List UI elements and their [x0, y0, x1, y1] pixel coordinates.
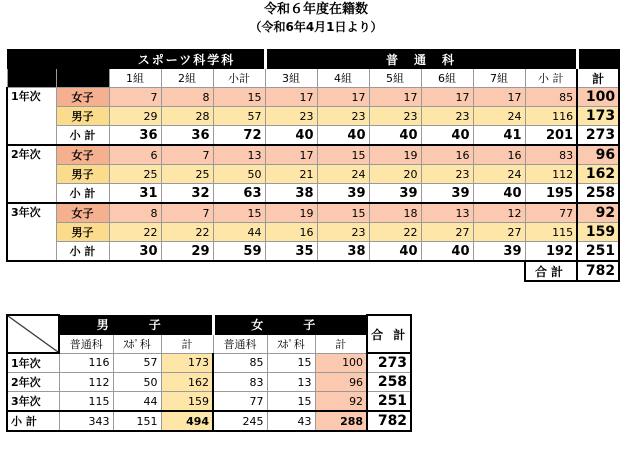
row-total-cell: 100 [577, 88, 619, 107]
value-cell: 39 [421, 184, 473, 204]
summary-row-label: 小 計 [7, 411, 59, 431]
value-cell: 41 [473, 126, 525, 146]
row-kind-label: 男子 [56, 107, 109, 126]
row-total-cell: 159 [577, 223, 619, 242]
summary-value-cell: 245 [213, 411, 267, 431]
summary-value-cell: 494 [161, 411, 213, 431]
row-total-cell: 258 [577, 184, 619, 204]
sub-header: 普通科 [213, 334, 267, 353]
value-cell: 23 [317, 107, 369, 126]
value-cell: 24 [473, 165, 525, 184]
value-cell: 15 [213, 203, 265, 223]
value-cell: 36 [161, 126, 213, 146]
corner-cell [56, 50, 109, 69]
value-cell: 27 [421, 223, 473, 242]
value-cell: 7 [161, 203, 213, 223]
summary-total-cell: 782 [367, 411, 411, 431]
value-cell: 25 [109, 165, 161, 184]
row-kind-label: 女子 [56, 145, 109, 165]
summary-row [7, 353, 411, 373]
value-cell: 16 [473, 145, 525, 165]
row-total-cell: 273 [577, 126, 619, 146]
summary-value-cell: 15 [267, 392, 315, 412]
summary-row-label: 1年次 [7, 353, 59, 373]
summary-value-cell: 115 [59, 392, 113, 412]
grand-total-value: 782 [577, 261, 619, 281]
value-cell: 38 [265, 184, 317, 204]
value-cell: 40 [317, 126, 369, 146]
value-cell: 8 [161, 88, 213, 107]
column-header: 小 計 [525, 69, 577, 88]
summary-total-cell: 258 [367, 373, 411, 392]
summary-value-cell: 159 [161, 392, 213, 412]
value-cell: 17 [317, 88, 369, 107]
summary-value-cell: 288 [315, 411, 367, 431]
value-cell: 40 [369, 126, 421, 146]
column-header: 6組 [421, 69, 473, 88]
summary-value-cell: 92 [315, 392, 367, 412]
summary-value-cell: 15 [267, 353, 315, 373]
value-cell: 57 [213, 107, 265, 126]
summary-value-cell: 85 [213, 353, 267, 373]
row-total-cell: 92 [577, 203, 619, 223]
general-dept-header: 普 通 科 [265, 50, 577, 69]
value-cell: 17 [421, 88, 473, 107]
summary-value-cell: 13 [267, 373, 315, 392]
value-cell: 40 [265, 126, 317, 146]
value-cell: 28 [161, 107, 213, 126]
page-subtitle: （令和6年4月1日より） [249, 20, 383, 34]
value-cell: 23 [369, 107, 421, 126]
value-cell: 7 [109, 88, 161, 107]
summary-row [7, 373, 411, 392]
sub-header: ｽﾎﾟ科 [267, 334, 315, 353]
sub-header: 計 [315, 334, 367, 353]
table-row [7, 165, 619, 184]
summary-row [7, 392, 411, 412]
value-cell: 23 [317, 223, 369, 242]
value-cell: 18 [369, 203, 421, 223]
value-cell: 16 [265, 223, 317, 242]
table-row [7, 107, 619, 126]
value-cell: 19 [369, 145, 421, 165]
value-cell: 15 [317, 145, 369, 165]
value-cell: 40 [473, 184, 525, 204]
sub-header: 普通科 [59, 334, 113, 353]
value-cell: 35 [265, 242, 317, 262]
summary-total-cell: 273 [367, 353, 411, 373]
row-kind-label: 小 計 [56, 184, 109, 204]
grand-total-row [7, 261, 619, 281]
value-cell: 85 [525, 88, 577, 107]
summary-sub-header [7, 334, 411, 353]
summary-value-cell: 173 [161, 353, 213, 373]
value-cell: 195 [525, 184, 577, 204]
value-cell: 63 [213, 184, 265, 204]
value-cell: 25 [161, 165, 213, 184]
value-cell: 39 [317, 184, 369, 204]
row-kind-label: 小 計 [56, 242, 109, 262]
row-total-cell: 96 [577, 145, 619, 165]
row-total-cell: 173 [577, 107, 619, 126]
row-kind-label: 女子 [56, 203, 109, 223]
summary-value-cell: 112 [59, 373, 113, 392]
summary-group-header [7, 315, 411, 334]
table-row [7, 184, 619, 204]
value-cell: 22 [369, 223, 421, 242]
value-cell: 12 [473, 203, 525, 223]
value-cell: 17 [265, 88, 317, 107]
summary-value-cell: 44 [113, 392, 161, 412]
page-title: 令和６年度在籍数 [263, 2, 368, 17]
table-row [7, 223, 619, 242]
summary-value-cell: 43 [267, 411, 315, 431]
corner-cell [7, 69, 56, 88]
corner-cell [56, 69, 109, 88]
summary-row-label: 3年次 [7, 392, 59, 412]
value-cell: 38 [317, 242, 369, 262]
value-cell: 24 [473, 107, 525, 126]
sub-header: ｽﾎﾟ科 [113, 334, 161, 353]
summary-value-cell: 151 [113, 411, 161, 431]
summary-value-cell: 57 [113, 353, 161, 373]
summary-value-cell: 100 [315, 353, 367, 373]
spacer [7, 261, 525, 281]
table-row [7, 88, 619, 107]
value-cell: 6 [109, 145, 161, 165]
summary-value-cell: 77 [213, 392, 267, 412]
value-cell: 16 [421, 145, 473, 165]
value-cell: 17 [265, 145, 317, 165]
column-header: 7組 [473, 69, 525, 88]
column-header: 小計 [213, 69, 265, 88]
value-cell: 112 [525, 165, 577, 184]
value-cell: 31 [109, 184, 161, 204]
row-total-cell: 251 [577, 242, 619, 262]
sub-header: 計 [161, 334, 213, 353]
grade-label: 1年次 [7, 88, 56, 146]
corner-cell [7, 50, 56, 69]
value-cell: 40 [369, 242, 421, 262]
table-row [7, 126, 619, 146]
value-cell: 40 [421, 242, 473, 262]
value-cell: 17 [369, 88, 421, 107]
value-cell: 21 [265, 165, 317, 184]
female-header: 女 子 [213, 315, 367, 334]
value-cell: 32 [161, 184, 213, 204]
row-total-cell: 162 [577, 165, 619, 184]
value-cell: 192 [525, 242, 577, 262]
value-cell: 15 [317, 203, 369, 223]
value-cell: 50 [213, 165, 265, 184]
row-kind-label: 男子 [56, 165, 109, 184]
value-cell: 15 [213, 88, 265, 107]
value-cell: 40 [421, 126, 473, 146]
diagonal-corner-cell [7, 315, 59, 353]
value-cell: 13 [213, 145, 265, 165]
summary-value-cell: 343 [59, 411, 113, 431]
value-cell: 72 [213, 126, 265, 146]
column-header: 計 [577, 69, 619, 88]
summary-total-header: 合 計 [367, 315, 411, 353]
row-kind-label: 小 計 [56, 126, 109, 146]
value-cell: 30 [109, 242, 161, 262]
value-cell: 29 [109, 107, 161, 126]
enrollment-table-body [7, 88, 619, 262]
summary-value-cell: 50 [113, 373, 161, 392]
value-cell: 39 [473, 242, 525, 262]
value-cell: 39 [369, 184, 421, 204]
male-header: 男 子 [59, 315, 213, 334]
value-cell: 23 [265, 107, 317, 126]
column-header: 1組 [109, 69, 161, 88]
value-cell: 116 [525, 107, 577, 126]
value-cell: 59 [213, 242, 265, 262]
value-cell: 36 [109, 126, 161, 146]
value-cell: 13 [421, 203, 473, 223]
total-header-blank [577, 50, 619, 69]
value-cell: 29 [161, 242, 213, 262]
sports-dept-header: スポーツ科学科 [109, 50, 265, 69]
value-cell: 24 [317, 165, 369, 184]
summary-value-cell: 83 [213, 373, 267, 392]
value-cell: 201 [525, 126, 577, 146]
summary-value-cell: 162 [161, 373, 213, 392]
column-header: 5組 [369, 69, 421, 88]
grand-total-label: 合計 [525, 261, 577, 281]
value-cell: 22 [109, 223, 161, 242]
summary-row-label: 2年次 [7, 373, 59, 392]
summary-table [6, 314, 412, 432]
grade-label: 3年次 [7, 203, 56, 261]
value-cell: 20 [369, 165, 421, 184]
value-cell: 115 [525, 223, 577, 242]
table-row [7, 145, 619, 165]
value-cell: 23 [421, 165, 473, 184]
value-cell: 44 [213, 223, 265, 242]
value-cell: 22 [161, 223, 213, 242]
value-cell: 8 [109, 203, 161, 223]
value-cell: 19 [265, 203, 317, 223]
row-kind-label: 女子 [56, 88, 109, 107]
value-cell: 83 [525, 145, 577, 165]
summary-total-cell: 251 [367, 392, 411, 412]
column-header: 3組 [265, 69, 317, 88]
value-cell: 7 [161, 145, 213, 165]
table-row [7, 203, 619, 223]
summary-table-body [7, 353, 411, 431]
value-cell: 77 [525, 203, 577, 223]
table-row [7, 242, 619, 262]
summary-row [7, 411, 411, 431]
summary-value-cell: 116 [59, 353, 113, 373]
summary-value-cell: 96 [315, 373, 367, 392]
grade-label: 2年次 [7, 145, 56, 203]
value-cell: 23 [421, 107, 473, 126]
value-cell: 27 [473, 223, 525, 242]
row-kind-label: 男子 [56, 223, 109, 242]
column-header-row [7, 69, 619, 88]
group-header-row [7, 50, 619, 69]
enrollment-table [6, 49, 620, 282]
column-header: 4組 [317, 69, 369, 88]
value-cell: 17 [473, 88, 525, 107]
column-header: 2組 [161, 69, 213, 88]
